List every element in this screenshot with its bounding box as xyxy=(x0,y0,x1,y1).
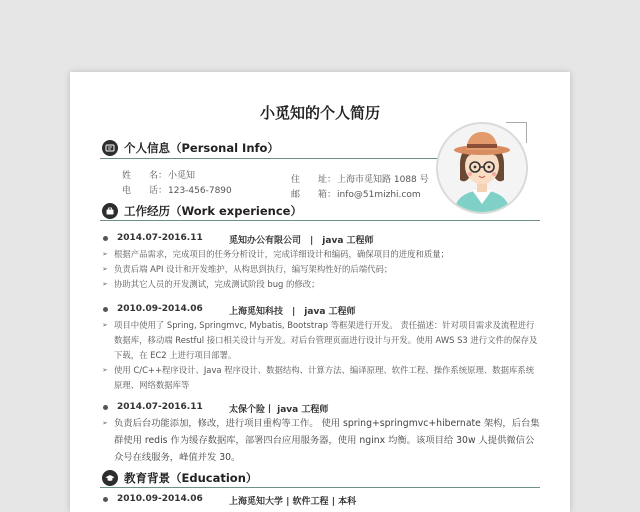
list-item: ➢ 根据产品需求，完成项目的任务分析设计，完成详细设计和编码，确保项目的进度和质量； xyxy=(102,247,542,262)
education-date: 2010.09-2014.06 xyxy=(117,494,203,504)
job-bullets xyxy=(102,247,542,292)
education-school: 上海觅知大学 | 软件工程 | 本科 xyxy=(229,497,357,507)
education-header xyxy=(102,470,257,486)
job-company: 太保个险丨 java 工程师 xyxy=(229,405,329,415)
job-heading xyxy=(117,233,374,246)
personal-info-title: 个人信息（Personal Info） xyxy=(124,141,279,155)
list-item: ➢ 使用 C/C++程序设计、Java 程序设计、数据结构、计算方法、编译原理、软件工程、操作系统原理、数据库系统原理、网络数据库等 xyxy=(102,363,542,393)
personal-info-header xyxy=(102,140,279,156)
job-heading xyxy=(117,402,329,415)
list-item: ➢ 负责后端 API 设计和开发维护，从构思到执行，编写架构性好的后端代码； xyxy=(102,262,542,277)
resume-title: 小觅知的个人简历 xyxy=(259,104,380,122)
email-label: 邮 箱： xyxy=(291,190,337,200)
job-date: 2010.09-2014.06 xyxy=(117,304,203,314)
job-company: 上海觅知科技 | java 工程师 xyxy=(229,307,356,317)
resume-page xyxy=(70,72,570,512)
job-bullets xyxy=(102,415,542,466)
name-label: 姓 名： xyxy=(122,171,168,181)
id-card-icon xyxy=(102,140,118,156)
job-company: 觅知办公有限公司 | java 工程师 xyxy=(229,236,374,246)
list-item: ➢ 负责后台功能添加，修改，进行项目重构等工作。 使用 spring+springmvc+hibernate 架构，后台集群使用 redis 作为缓存数据库，部署四台应用服务器，使用 nginx 均衡。该项目给 30w 人提供微信公众号在线服务，峰值并发 30。 xyxy=(102,415,542,466)
phone-row xyxy=(122,183,232,196)
address-row xyxy=(291,172,429,185)
name-row xyxy=(122,168,195,181)
bullet-dot xyxy=(103,236,108,241)
work-experience-header xyxy=(102,203,302,219)
education-title: 教育背景（Education） xyxy=(124,471,258,485)
list-item: ➢ 协助其它人员的开发测试，完成测试阶段 bug 的修改； xyxy=(102,277,542,292)
section-divider xyxy=(100,487,540,488)
bullet-dot xyxy=(103,307,108,312)
bullet-dot xyxy=(103,405,108,410)
work-experience-title: 工作经历（Work experience） xyxy=(124,204,302,218)
graduation-cap-icon xyxy=(102,470,118,486)
job-heading xyxy=(117,304,356,317)
email-row xyxy=(291,187,421,200)
name-value: 小觅知 xyxy=(168,171,196,181)
phone-value: 123-456-7890 xyxy=(168,186,232,196)
list-item: ➢ 项目中使用了 Spring, Springmvc, Mybatis, Bootstrap 等框架进行开发。 责任描述：针对项目需求及流程进行数据库，移动端 Restful 接口相关设计与开发。对后台管理页面进行设计与开发。使用 AWS S3 进行文件的保存及下载，在 EC2 上进行项目部署。 xyxy=(102,318,542,363)
briefcase-icon xyxy=(102,203,118,219)
address-label: 住 址： xyxy=(291,175,337,185)
email-value[interactable]: info@51mizhi.com xyxy=(337,190,421,200)
job-date: 2014.07-2016.11 xyxy=(117,402,203,412)
education-heading xyxy=(117,494,357,507)
job-bullets xyxy=(102,318,542,393)
phone-label: 电 话： xyxy=(122,186,168,196)
section-divider xyxy=(100,158,440,159)
address-value: 上海市觅知路 1088 号 xyxy=(337,175,429,185)
job-date: 2014.07-2016.11 xyxy=(117,233,203,243)
avatar xyxy=(436,122,528,214)
section-divider xyxy=(100,220,540,221)
